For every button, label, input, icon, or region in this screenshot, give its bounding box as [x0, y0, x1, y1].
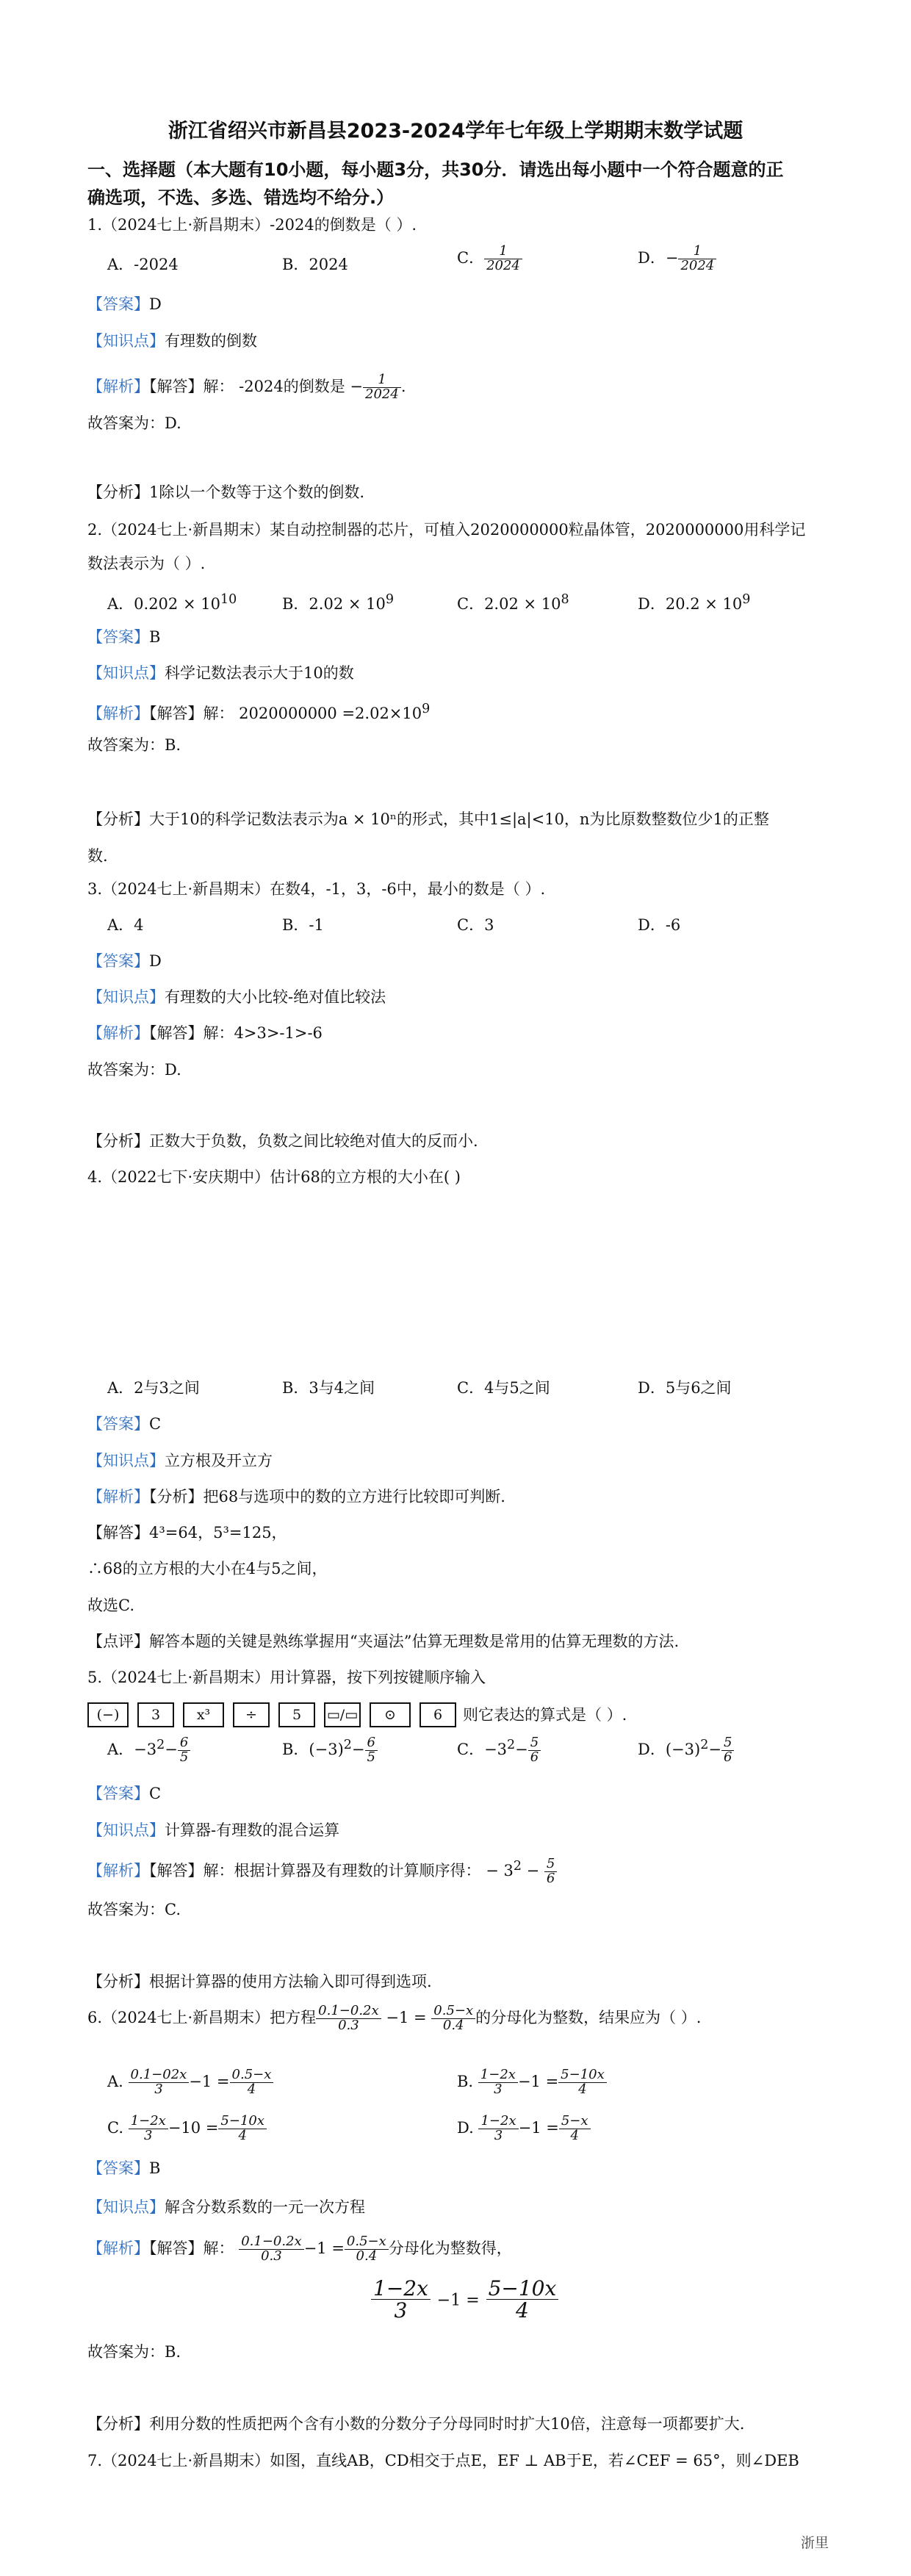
q3-option-a: A．4	[107, 916, 144, 934]
q4-solution: 【解答】4³=64，5³=125，	[87, 1524, 287, 1541]
q5-solution: 【解析】【解答】解：根据计算器及有理数的计算顺序得： − $3^2$ − $\frac{5}{6}$	[87, 1855, 557, 1886]
q2-option-b: B．$2.02 \times 10^9$	[282, 592, 394, 613]
calc-key-cube: x³	[183, 1702, 224, 1727]
section-heading-line1: 一、选择题（本大题有10小题，每小题3分，共30分．请选出每小题中一个符合题意的正	[87, 159, 784, 180]
q4-option-b: B．3与4之间	[282, 1379, 375, 1397]
q6-result-equation: $\frac{1-2x}{3}$ −1 = $\frac{5-10x}{4}$	[371, 2278, 558, 2322]
calc-key-negative: (−)	[87, 1702, 129, 1727]
q5-option-c: C．$-3^2-$ $\frac{5}{6}$	[457, 1734, 541, 1765]
q1-answer: 【答案】D	[87, 295, 162, 313]
q4-option-d: D．5与6之间	[638, 1379, 732, 1397]
q4-therefore: ∴68的立方根的大小在4与5之间，	[87, 1560, 328, 1577]
q4-comment: 【点评】解答本题的关键是熟练掌握用“夹逼法”估算无理数是常用的估算无理数的方法.	[87, 1633, 680, 1650]
q3-knowledge: 【知识点】有理数的大小比较-绝对值比较法	[87, 988, 386, 1006]
q5-option-b: B．$(-3)^2-$ $\frac{6}{5}$	[282, 1734, 378, 1765]
section-heading-line2: 确选项，不选、多选、错选均不给分.）	[87, 187, 395, 208]
q4-option-a: A．2与3之间	[107, 1379, 200, 1397]
q3-option-c: C．3	[457, 916, 494, 934]
calc-key-fraction: ▭/▭	[324, 1702, 361, 1727]
q3-stem: 3.（2024七上·新昌期末）在数4，-1，3，-6中，最小的数是（ ）.	[87, 880, 546, 898]
q2-option-d: D．$20.2 \times 10^9$	[638, 592, 751, 613]
q1-conclusion: 故答案为：D.	[87, 414, 181, 432]
q5-stem: 5.（2024七上·新昌期末）用计算器，按下列按键顺序输入	[87, 1669, 486, 1686]
q6-analysis: 【分析】利用分数的性质把两个含有小数的分数分子分母同时时扩大10倍，注意每一项都要扩大.	[87, 2415, 745, 2433]
page-footer: 浙里	[800, 2535, 829, 2551]
calc-key-divide: ÷	[233, 1702, 270, 1727]
q6-answer: 【答案】B	[87, 2159, 161, 2177]
q5-stem-tail: 则它表达的算式是（ ）.	[463, 1706, 627, 1724]
q3-solution: 【解析】【解答】解：4>3>-1>-6	[87, 1024, 323, 1042]
calc-key-5: 5	[278, 1702, 315, 1727]
q6-solution: 【解析】【解答】解： $\frac{0.1-0.2x}{0.3}$ −1 = $\frac{0.5-x}{0.4}$ 分母化为整数得，	[87, 2234, 512, 2264]
q5-option-a: A．$-3^2-$ $\frac{6}{5}$	[107, 1734, 190, 1765]
q6-stem: 6.（2024七上·新昌期末）把方程 $\frac{0.1-0.2x}{0.3}$ −1 = $\frac{0.5-x}{0.4}$ 的分母化为整数，结果应为（ ）.	[87, 2003, 702, 2033]
q3-analysis: 【分析】正数大于负数，负数之间比较绝对值大的反而小.	[87, 1132, 478, 1150]
q1-stem: 1.（2024七上·新昌期末）-2024的倒数是（ ）.	[87, 216, 417, 234]
q4-choose: 故选C.	[87, 1597, 134, 1614]
q4-knowledge: 【知识点】立方根及开立方	[87, 1452, 273, 1469]
q2-conclusion: 故答案为：B.	[87, 736, 181, 754]
q6-option-b: B. $\frac{1-2x}{3}$ −1 = $\frac{5-10x}{4}$	[457, 2068, 607, 2097]
q5-conclusion: 故答案为：C.	[87, 1901, 181, 1918]
q2-option-a: A．$0.202 \times 10^{10}$	[107, 592, 237, 613]
q6-option-a: A. $\frac{0.1-02x}{3}$ −1 = $\frac{0.5-x}{4}$	[107, 2068, 273, 2097]
page-title: 浙江省绍兴市新昌县2023-2024学年七年级上学期期末数学试题	[168, 120, 743, 143]
calc-key-3: 3	[137, 1702, 174, 1727]
q1-option-a: A．-2024	[107, 256, 179, 273]
q7-stem: 7.（2024七上·新昌期末）如图，直线AB，CD相交于点E，EF ⊥ AB于E，若∠CEF = 65°，则∠DEB	[87, 2452, 799, 2469]
q6-option-d: D. $\frac{1-2x}{3}$ −1 = $\frac{5-x}{4}$	[457, 2115, 591, 2143]
calc-key-6: 6	[420, 1702, 456, 1727]
q4-answer: 【答案】C	[87, 1415, 162, 1433]
q6-option-c: C. $\frac{1-2x}{3}$ −10 = $\frac{5-10x}{4}$	[107, 2115, 267, 2143]
q2-knowledge: 【知识点】科学记数法表示大于10的数	[87, 664, 354, 682]
q1-option-d: D．− $\frac{1}{2024}$	[638, 245, 716, 273]
q2-option-c: C．$2.02 \times 10^8$	[457, 592, 569, 613]
q2-analysis-2: 数.	[87, 847, 108, 865]
q5-knowledge: 【知识点】计算器-有理数的混合运算	[87, 1821, 340, 1839]
q2-analysis: 【分析】大于10的科学记数法表示为a × 10ⁿ的形式，其中1≤|a|<10，n为比原数整数位少1的正整	[87, 810, 769, 828]
q6-knowledge: 【知识点】解含分数系数的一元一次方程	[87, 2198, 365, 2216]
q1-knowledge: 【知识点】有理数的倒数	[87, 332, 257, 350]
q3-answer: 【答案】D	[87, 952, 162, 970]
q1-solution: 【解析】【解答】解： -2024的倒数是 − $\frac{1}{2024}$ .	[87, 372, 406, 402]
q3-option-b: B．-1	[282, 916, 324, 934]
q4-analysis: 【解析】【分析】把68与选项中的数的立方进行比较即可判断.	[87, 1488, 505, 1505]
q3-conclusion: 故答案为：D.	[87, 1061, 181, 1079]
q6-conclusion: 故答案为：B.	[87, 2343, 181, 2361]
q4-option-c: C．4与5之间	[457, 1379, 550, 1397]
q2-stem-2: 数法表示为（ ）.	[87, 555, 206, 572]
q5-option-d: D．$(-3)^2-$ $\frac{5}{6}$	[638, 1734, 734, 1765]
q2-answer: 【答案】B	[87, 628, 161, 646]
calc-key-arrow: ⊙	[370, 1702, 411, 1727]
q5-answer: 【答案】C	[87, 1785, 162, 1802]
q2-solution: 【解析】【解答】解： $2020000000 =2.02\times 10^9$	[87, 702, 431, 722]
q1-option-c: C． $\frac{1}{2024}$	[457, 245, 522, 273]
q1-option-b: B．2024	[282, 256, 348, 273]
q4-stem: 4.（2022七下·安庆期中）估计68的立方根的大小在( )	[87, 1168, 461, 1186]
q5-analysis: 【分析】根据计算器的使用方法输入即可得到选项.	[87, 1973, 432, 1990]
q2-stem: 2.（2024七上·新昌期末）某自动控制器的芯片，可植入2020000000粒晶体管，2020000000用科学记	[87, 521, 806, 539]
q1-analysis: 【分析】1除以一个数等于这个数的倒数.	[87, 483, 365, 501]
q3-option-d: D．-6	[638, 916, 681, 934]
